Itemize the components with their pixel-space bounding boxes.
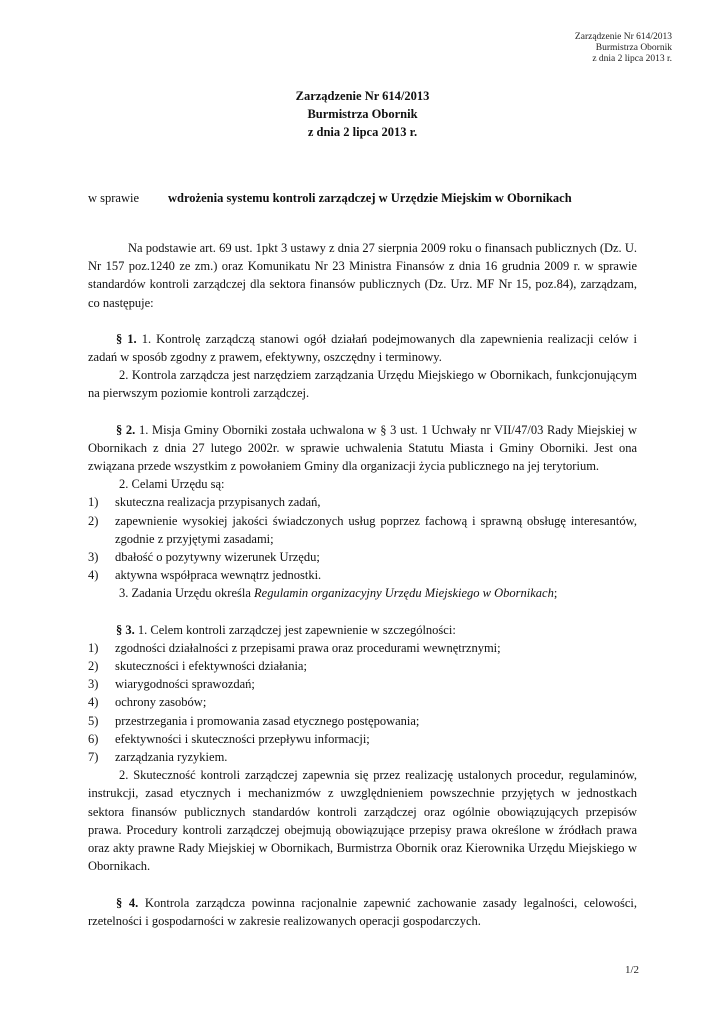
subject-label: w sprawie xyxy=(88,191,140,205)
title-line: Burmistrza Obornik xyxy=(307,107,418,121)
document-title xyxy=(0,87,725,141)
section-2-paragraph-2: 2. Celami Urzędu są: xyxy=(119,477,225,492)
paragraph-text: 3. Zadania Urzędu określa xyxy=(119,586,255,601)
section-3-paragraph-2: 2. Skuteczność kontroli zarządczej zapewnia się przez realizację ustalonych procedur, regulaminów, instrukcji, zasad etycznych i mechanizmów z uwzględnieniem powszechnie przyjętych w jednostkach sektora finansów publicznych standardów kontroli zarządczej oraz ogólnie obowiązujących przepisów prawa. Procedury kontroli zarządczej obejmują obowiązujące przepisy prawa określone w źródłach prawa oraz akty prawne Rady Miejskiej w Obornikach, Burmistrza Obornik oraz Kierownika Urzędu Miejskiego w Obornikach. xyxy=(88,768,637,874)
list-item xyxy=(88,693,637,711)
list-number: 5) xyxy=(88,713,99,728)
title-line: Zarządzenie Nr 614/2013 xyxy=(295,89,430,103)
list-number: 2) xyxy=(88,659,99,674)
list-number: 7) xyxy=(88,750,99,765)
list-item xyxy=(88,639,637,657)
list-number: 1) xyxy=(88,495,99,510)
list-text: wiarygodności sprawozdań; xyxy=(115,677,255,692)
list-text: efektywności i skuteczności przepływu informacji; xyxy=(115,731,370,746)
list-text: skuteczności i efektywności działania; xyxy=(115,659,307,674)
preamble: Na podstawie art. 69 ust. 1pkt 3 ustawy z dnia 27 sierpnia 2009 roku o finansach publicznych (Dz. U. Nr 157 poz.1240 ze zm.) oraz Komunikatu Nr 23 Ministra Finansów z dnia 16 grudnia 2009 r. w sprawie standardów kontroli zarządczej dla sektora finansów publicznych (Dz. Urz. MF Nr 15, poz.84), zarządzam, co następuje: xyxy=(88,241,637,310)
section-2-paragraph-1 xyxy=(88,421,637,476)
list-number: 3) xyxy=(88,550,99,565)
header-line: Zarządzenie Nr 614/2013 xyxy=(574,32,672,42)
section-mark: § 3. xyxy=(116,622,135,637)
section-1-paragraph-1 xyxy=(88,330,637,366)
list-item xyxy=(88,675,637,693)
list-text: zgodności działalności z przepisami prawa oraz procedurami wewnętrznymi; xyxy=(115,640,501,655)
paragraph-text: 1. Celem kontroli zarządczej jest zapewnienie w szczególności: xyxy=(134,622,456,637)
list-text: zarządzania ryzykiem. xyxy=(115,750,228,765)
list-number: 6) xyxy=(88,731,99,746)
list-item xyxy=(88,512,637,548)
list-text: aktywna współpraca wewnątrz jednostki. xyxy=(115,568,322,583)
list-number: 4) xyxy=(88,568,99,583)
list-text: przestrzegania i promowania zasad etycznego postępowania; xyxy=(115,713,420,728)
regulation-title: Regulamin organizacyjny Urzędu Miejskiego w Obornikach xyxy=(254,586,554,601)
section-mark: § 1. xyxy=(116,331,137,346)
section-2-paragraph-3 xyxy=(88,584,637,602)
header-line: Burmistrza Obornik xyxy=(595,43,672,53)
header-line: z dnia 2 lipca 2013 r. xyxy=(592,54,672,64)
section-mark: § 2. xyxy=(116,422,136,437)
list-text: skuteczna realizacja przypisanych zadań, xyxy=(115,495,321,510)
list-text: zapewnienie wysokiej jakości świadczonych usług poprzez fachową i sprawną obsługę interesantów, zgodnie z przyjętymi zasadami; xyxy=(115,513,637,546)
list-item xyxy=(88,748,637,766)
list-item xyxy=(88,566,637,584)
paragraph-text: 1. Misja Gminy Oborniki została uchwalona w § 3 ust. 1 Uchwały nr VII/47/03 Rady Miejskiej w Obornikach z dnia 27 lutego 2002r. w sprawie uchwalenia Statutu Miasta i Gminy Oborniki. Jest ona związana przede wszystkim z powołaniem Gminy dla organizacji życia publicznego na jej terytorium. xyxy=(88,422,637,474)
list-number: 3) xyxy=(88,677,99,692)
subject-text: wdrożenia systemu kontroli zarządczej w Urzędzie Miejskim w Obornikach xyxy=(168,191,572,205)
paragraph-text: ; xyxy=(553,586,558,601)
list-item xyxy=(88,493,637,511)
list-item xyxy=(88,730,637,748)
subject xyxy=(88,189,572,207)
section-3-paragraph-1 xyxy=(88,621,637,639)
page-number: 1/2 xyxy=(624,964,639,976)
list-item xyxy=(88,548,637,566)
section-1-paragraph-2: 2. Kontrola zarządcza jest narzędziem zarządzania Urzędu Miejskiego w Obornikach, funkcjonującym na pierwszym poziomie kontroli zarządczej. xyxy=(88,368,637,401)
list-number: 4) xyxy=(88,695,99,710)
document-body xyxy=(88,239,637,930)
section-mark: § 4. xyxy=(116,895,139,910)
paragraph-text: 1. Kontrolę zarządczą stanowi ogół działań podejmowanych dla zapewnienia realizacji celów i zadań w sposób zgodny z prawem, efektywny, oszczędny i terminowy. xyxy=(88,331,638,365)
list-item xyxy=(88,657,637,675)
list-item xyxy=(88,712,637,730)
title-line: z dnia 2 lipca 2013 r. xyxy=(307,125,418,139)
paragraph-text: Kontrola zarządcza powinna racjonalnie zapewnić zachowanie zasady legalności, celowości, rzetelności i gospodarności w zakresie realizowanych operacji gospodarczych. xyxy=(88,895,638,928)
list-text: ochrony zasobów; xyxy=(115,695,207,710)
list-number: 2) xyxy=(88,513,99,528)
header-reference xyxy=(575,32,672,65)
list-number: 1) xyxy=(88,640,99,655)
list-text: dbałość o pozytywny wizerunek Urzędu; xyxy=(115,550,320,565)
section-4-paragraph-1 xyxy=(88,894,637,930)
